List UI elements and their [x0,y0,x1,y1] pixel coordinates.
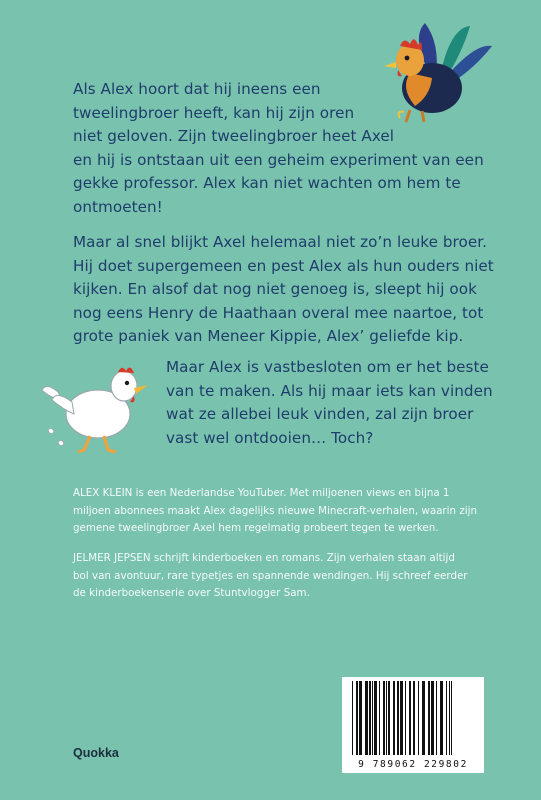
barcode-bar [449,681,450,755]
barcode-bar [451,681,452,755]
blurb-line: Maar Alex is vastbesloten om er het beste [166,358,489,376]
hen-illustration [38,352,168,462]
publisher-logo: Quokka [73,746,119,760]
barcode-bar [436,681,437,755]
blurb-line: ontmoeten! [73,197,163,216]
isbn-number: 9 789062 229802 [358,759,468,770]
blurb-paragraph-1 [73,78,484,219]
barcode-bars [346,681,480,755]
barcode-bar [374,681,377,755]
barcode-bar [400,681,403,755]
barcode-bar [431,681,434,755]
barcode-bar [359,681,362,755]
blurb-line: kijken. En alsof dat nog niet genoeg is, sleept hij ook [73,280,477,298]
blurb-paragraph-3 [166,356,493,450]
writer-bio [73,550,468,603]
barcode-bar [352,681,353,755]
blurb-line: en hij is ontstaan uit een geheim experiment van een [73,150,484,169]
barcode-bar [365,681,368,755]
blurb-line: vast wel ontdooien… Toch? [166,428,374,447]
blurb-line: niet geloven. Zijn tweelingbroer heet Axel [73,127,395,145]
blurb-line: nog eens Henry de Haathaan overal mee naartoe, tot [73,303,484,322]
barcode-bar [418,681,419,755]
blurb-line: Hij doet supergemeen en pest Alex als hun ouders niet [73,256,494,275]
bio-line: miljoen abonnees maakt Alex dagelijks nieuwe Minecraft-verhalen, waarin zijn [73,504,477,517]
bio-line: bol van avontuur, rare typetjes en spannende wendingen. Hij schreef eerder [73,569,468,582]
barcode-bar [413,681,415,755]
barcode-bar [386,681,387,755]
barcode-bar [388,681,390,755]
blurb-line: wat ze allebei leuk vinden, zal zijn broer [166,405,474,423]
barcode-bar [397,681,399,755]
blurb-line: tweelingbroer heeft, kan hij zijn oren [73,103,355,122]
blurb-line: gekke professor. Alex kan niet wachten om hem te [73,174,461,192]
barcode-bar [379,681,380,755]
bio-line: JELMER JEPSEN schrijft kinderboeken en romans. Zijn verhalen staan altijd [73,552,455,564]
bio-line: de kinderboekenserie over Stuntvlogger Sam. [73,587,310,600]
barcode-bar [405,681,406,755]
author-bio [73,485,477,538]
barcode-bar [428,681,430,755]
barcode-bar [372,681,373,755]
barcode-bar [440,681,443,755]
barcode-bar [369,681,371,755]
blurb-line: Als Alex hoort dat hij ineens een [73,80,321,98]
barcode [342,677,484,773]
blurb-line: Maar al snel blijkt Axel helemaal niet zo’n leuke broer. [73,233,488,251]
blurb-line: van te maken. Als hij maar iets kan vinden [166,381,493,400]
bio-line: ALEX KLEIN is een Nederlandse YouTuber. Met miljoenen views en bijna 1 [73,487,450,499]
barcode-bar [383,681,385,755]
blurb-paragraph-2 [73,231,494,349]
barcode-bar [409,681,411,755]
barcode-bar [393,681,395,755]
bio-line: gemene tweelingbroer Axel hem regelmatig probeert tegen te werken. [73,522,439,535]
barcode-bar [446,681,447,755]
barcode-bar [422,681,425,755]
barcode-bar [356,681,358,755]
blurb-line: grote paniek van Meneer Kippie, Alex’ geliefde kip. [73,327,464,345]
